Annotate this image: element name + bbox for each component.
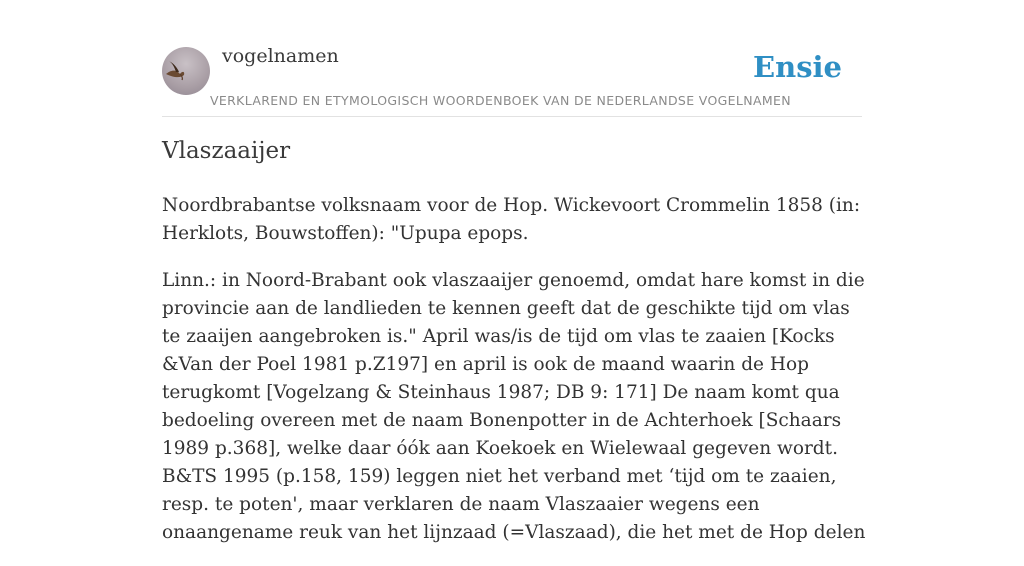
header [162,0,862,117]
entry-title: Vlaszaaijer [162,138,291,164]
brand-logo[interactable]: Ensie [753,50,842,84]
bird-avatar-icon[interactable] [162,47,210,95]
bird-silhouette-icon [162,47,210,95]
site-name[interactable]: vogelnamen [222,45,339,67]
entry-body [162,192,872,566]
page [162,0,866,543]
entry-paragraph: Linn.: in Noord-Brabant ook vlaszaaijer genoemd, omdat hare komst in die provincie aan de landlieden te kennen geeft dat de geschikte tijd om vlas te zaaijen aangebroken is." April was/is de tijd om vlas te zaaien [Kocks &Van der Poel 1981 p.Z197] en april is ook de maand waarin de Hop terugkomt [Vogelzang & Steinhaus 1987; DB 9: 171] De naam komt qua bedoeling overeen met de naam Bonenpotter in de Achterhoek [Schaars 1989 p.368], welke daar óók aan Koekoek en Wielewaal gegeven wordt. B&TS 1995 (p.158, 159) leggen niet het verband met ‘tijd om te zaaien, resp. te poten', maar verklaren de naam Vlaszaaier wegens een onaangename reuk van het lijnzaad (=Vlaszaad), die het met de Hop delen [162,270,866,543]
site-tagline: VERKLAREND EN ETYMOLOGISCH WOORDENBOEK VAN DE NEDERLANDSE VOGELNAMEN [210,93,791,108]
entry-paragraph: Noordbrabantse volksnaam voor de Hop. Wickevoort Crommelin 1858 (in: Herklots, Bouwstoffen): "Upupa epops. [162,195,861,244]
